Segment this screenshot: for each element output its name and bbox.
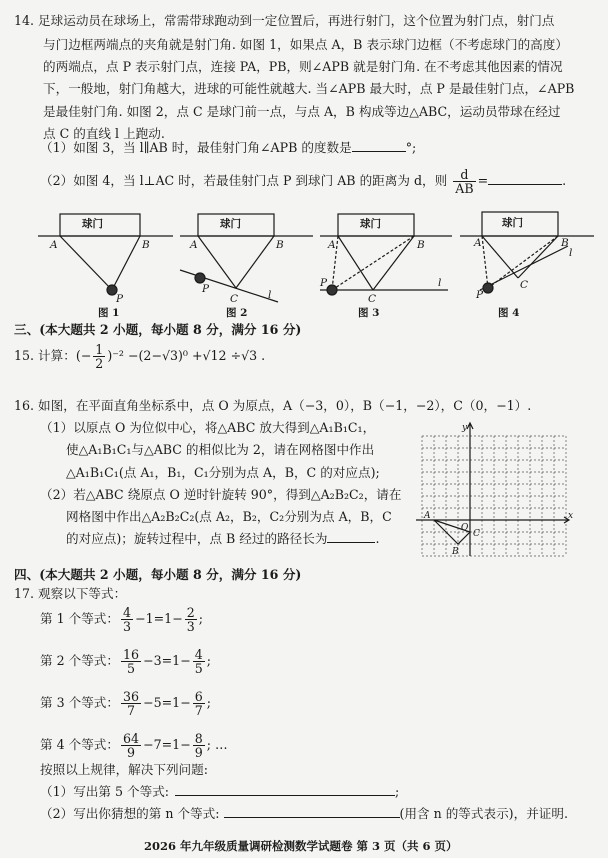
q17-eq-frac-right-den: 3 bbox=[186, 619, 195, 634]
q15-fraction bbox=[93, 343, 105, 370]
q17-eq-frac-left-den: 7 bbox=[127, 703, 136, 718]
section-3-heading: 三、(本大题共 2 小题，每小题 8 分，满分 16 分) bbox=[14, 322, 302, 337]
q14-figures bbox=[28, 206, 598, 318]
q17-equation-2 bbox=[40, 646, 211, 676]
fig3-goal-label: 球门 bbox=[360, 218, 381, 230]
q17-part1-text: （1）写出第 5 个等式: bbox=[40, 784, 170, 799]
q17-rule: 按照以上规律，解决下列问题: bbox=[40, 762, 208, 777]
fig3-label-l: l bbox=[438, 277, 442, 289]
q17-eq-frac-left bbox=[121, 606, 133, 633]
q14-sub1-answer-blank[interactable] bbox=[352, 140, 406, 152]
grid-label-a: A bbox=[424, 511, 431, 521]
q15-pre: (− bbox=[75, 348, 92, 363]
fig1-goal-label: 球门 bbox=[82, 218, 103, 230]
fig3-label-c: C bbox=[368, 293, 377, 305]
fig1-label-p: P bbox=[116, 293, 124, 305]
q17-eq-mid: −7=1− bbox=[143, 737, 191, 752]
q17-equation-4 bbox=[40, 730, 228, 760]
fig2-line-bc bbox=[236, 236, 274, 288]
fig4-dash-pa bbox=[482, 236, 488, 288]
fig2-caption: 图 2 bbox=[226, 307, 248, 318]
fig4-label-c: C bbox=[520, 279, 529, 291]
section-4-heading: 四、(本大题共 2 小题，每小题 8 分，满分 16 分) bbox=[14, 567, 302, 582]
q17-eq-label: 第 2 个等式： bbox=[40, 653, 119, 668]
q15-post: )⁻² −(2−√3)⁰ +√12 ÷√3 . bbox=[107, 348, 266, 363]
q14-line-6: 点 C 的直线 l 上跑动. bbox=[43, 126, 165, 141]
q17-eq-frac-left bbox=[121, 732, 141, 759]
q15 bbox=[14, 340, 265, 372]
fig3-line-bc bbox=[373, 236, 414, 290]
grid-label-c: C bbox=[473, 529, 480, 539]
q17-equation-3 bbox=[40, 688, 211, 718]
q14-sub2-eq: = bbox=[477, 173, 489, 188]
figure-3 bbox=[320, 214, 452, 295]
fig3-line-ac bbox=[338, 236, 373, 290]
q17-eq-frac-right-den: 7 bbox=[194, 703, 203, 718]
q17-eq-frac-right-den: 5 bbox=[194, 661, 203, 676]
q17-eq-tail: ; … bbox=[206, 737, 228, 752]
q17-eq-tail: ; bbox=[206, 653, 211, 668]
q17-part2 bbox=[40, 806, 568, 822]
q14-sub1 bbox=[40, 140, 416, 156]
q17-part1 bbox=[40, 784, 399, 800]
q14-frac-den: AB bbox=[455, 181, 474, 196]
q17-eq-label: 第 4 个等式： bbox=[40, 737, 119, 752]
fig3-dash-pb bbox=[332, 236, 414, 290]
q17-eq-frac-right-num: 6 bbox=[194, 689, 203, 704]
fig1-label-a: A bbox=[50, 239, 58, 251]
fig2-label-b: B bbox=[276, 239, 284, 251]
fig2-label-p: P bbox=[202, 283, 210, 295]
grid-label-o: O bbox=[461, 523, 469, 533]
fig3-label-p: P bbox=[320, 277, 328, 289]
fig4-label-l: l bbox=[569, 247, 573, 259]
fig4-label-p: P bbox=[476, 289, 484, 301]
q17-eq-frac-right-num: 4 bbox=[194, 647, 203, 662]
q17-eq-frac-right-num: 8 bbox=[194, 731, 203, 746]
q17-equation-1 bbox=[40, 604, 203, 634]
grid-x-label: x bbox=[568, 511, 574, 521]
q17-eq-mid: −5=1− bbox=[143, 695, 191, 710]
q17-eq-mid: −3=1− bbox=[143, 653, 191, 668]
fig3-caption: 图 3 bbox=[358, 307, 380, 318]
q14-sub2-text: （2）如图 4，当 l⊥AC 时，若最佳射门点 P 到球门 AB 的距离为 d，则 bbox=[40, 173, 448, 188]
q16-end: . bbox=[375, 531, 380, 546]
q17-eq-frac-right bbox=[193, 690, 205, 717]
q14-sub2-fraction bbox=[453, 168, 475, 195]
q17-eq-frac-left-num: 4 bbox=[123, 605, 132, 620]
fig2-ball-icon bbox=[195, 273, 205, 283]
q14-line-1: 14. 足球运动员在球场上，常需带球跑动到一定位置后，再进行射门，这个位置为射门点，射门点 bbox=[14, 13, 555, 28]
q16-line-1: 16. 如图，在平面直角坐标系中，点 O 为原点，A（−3，0），B（−1，−2），C（0，−1）. bbox=[14, 398, 532, 413]
q17-eq-frac-left-num: 36 bbox=[123, 689, 140, 704]
q17-eq-frac-left-num: 16 bbox=[123, 647, 140, 662]
q17-eq-frac-right bbox=[185, 606, 197, 633]
figure-1 bbox=[38, 214, 173, 295]
q17-part1-end: ; bbox=[395, 784, 400, 799]
q16-line-4: △A₁B₁C₁(点 A₁，B₁，C₁分别为点 A，B，C 的对应点); bbox=[66, 465, 380, 480]
fig2-label-l: l bbox=[268, 289, 272, 301]
q17-eq-tail: ; bbox=[198, 611, 203, 626]
q17-part2-end: (用含 n 的等式表示)，并证明. bbox=[399, 806, 568, 821]
q15-label: 15. 计算： bbox=[14, 348, 76, 363]
q17-eq-tail: ; bbox=[206, 695, 211, 710]
fig2-label-c: C bbox=[230, 293, 239, 305]
q17-eq-mid: −1=1− bbox=[135, 611, 183, 626]
fig2-label-a: A bbox=[190, 239, 198, 251]
q16-line-7 bbox=[66, 531, 379, 547]
q15-frac-num: 1 bbox=[95, 342, 104, 357]
q17-title: 17. 观察以下等式： bbox=[14, 586, 127, 601]
page-footer: 2026 年九年级质量调研检测数学试题卷 第 3 页（共 6 页） bbox=[144, 839, 458, 853]
fig1-line-pa bbox=[60, 236, 112, 290]
fig4-label-a: A bbox=[474, 237, 482, 249]
q17-eq-frac-left-den: 3 bbox=[123, 619, 132, 634]
q14-sub2 bbox=[40, 166, 566, 196]
fig4-label-b: B bbox=[561, 237, 569, 249]
q14-frac-num: d bbox=[453, 168, 475, 182]
fig1-line-pb bbox=[112, 236, 140, 290]
q16-line-2: （1）以原点 O 为位似中心，将△ABC 放大得到△A₁B₁C₁， bbox=[40, 420, 376, 435]
q17-eq-label: 第 1 个等式： bbox=[40, 611, 119, 626]
grid-y-label: y bbox=[462, 423, 468, 433]
fig3-label-b: B bbox=[417, 239, 425, 251]
q14-line-3: 的两端点，点 P 表示射门点，连接 PA，PB，则∠APB 就是射门角. 在不考虑其他因素的情况 bbox=[43, 59, 563, 74]
fig4-line-ac bbox=[482, 236, 518, 278]
q16-answer-blank[interactable] bbox=[327, 531, 375, 543]
q16-line-7-text: 的对应点)；旋转过程中，点 B 经过的路径长为 bbox=[66, 531, 328, 546]
fig4-line-bc bbox=[518, 236, 558, 278]
q14-line-4: 下，一般地，射门角越大，进球的可能性就越大. 当∠APB 最大时，点 P 是最佳射门点，∠APB bbox=[43, 81, 575, 96]
q16-line-6: 网格图中作出△A₂B₂C₂(点 A₂，B₂，C₂分别为点 A，B，C bbox=[66, 509, 392, 524]
fig2-goal-label: 球门 bbox=[220, 218, 241, 230]
figure-2 bbox=[180, 214, 313, 302]
q17-eq-frac-left bbox=[121, 690, 141, 717]
q17-part2-answer-blank[interactable] bbox=[224, 806, 400, 818]
q14-sub1-text: （1）如图 3，当 l∥AB 时，最佳射门角∠APB 的度数是 bbox=[40, 140, 352, 155]
fig2-line-l bbox=[180, 270, 278, 302]
fig3-ball-icon bbox=[327, 285, 337, 295]
q17-part1-answer-blank[interactable] bbox=[175, 784, 395, 796]
fig4-goal-label: 球门 bbox=[502, 217, 523, 229]
q17-eq-frac-right bbox=[193, 648, 205, 675]
q14-sub2-answer-blank[interactable] bbox=[488, 173, 562, 185]
fig3-label-a: A bbox=[328, 239, 336, 251]
q15-frac-den: 2 bbox=[95, 356, 104, 371]
q14-line-2: 与门边框两端点的夹角就是射门角. 如图 1，如果点 A，B 表示球门边框（不考虑球门的高度） bbox=[43, 37, 568, 52]
q14-sub2-end: . bbox=[562, 173, 567, 188]
grid-label-b: B bbox=[452, 547, 459, 557]
q17-eq-frac-right bbox=[193, 732, 205, 759]
q14-sub1-end: °; bbox=[405, 140, 417, 155]
q17-eq-frac-left-num: 64 bbox=[123, 731, 140, 746]
fig4-caption: 图 4 bbox=[498, 307, 520, 318]
q17-eq-frac-left bbox=[121, 648, 141, 675]
q17-part2-text: （2）写出你猜想的第 n 个等式: bbox=[40, 806, 220, 821]
q16-coordinate-grid bbox=[416, 420, 576, 560]
q16-line-5: （2）若△ABC 绕原点 O 逆时针旋转 90°，得到△A₂B₂C₂，请在 bbox=[40, 487, 402, 502]
q17-eq-frac-right-den: 9 bbox=[194, 745, 203, 760]
q17-eq-label: 第 3 个等式： bbox=[40, 695, 119, 710]
fig1-label-b: B bbox=[142, 239, 150, 251]
fig4-ball-icon bbox=[483, 283, 493, 293]
q17-eq-frac-left-den: 5 bbox=[127, 661, 136, 676]
q16-line-3: 使△A₁B₁C₁与△ABC 的相似比为 2，请在网格图中作出 bbox=[66, 442, 375, 457]
q17-eq-frac-left-den: 9 bbox=[127, 745, 136, 760]
fig1-caption: 图 1 bbox=[98, 307, 120, 318]
q14-line-5: 是最佳射门角. 如图 2，点 C 是球门前一点，与点 A，B 构成等边△ABC，运动员带球在经过 bbox=[43, 104, 561, 119]
q17-eq-frac-right-num: 2 bbox=[186, 605, 195, 620]
